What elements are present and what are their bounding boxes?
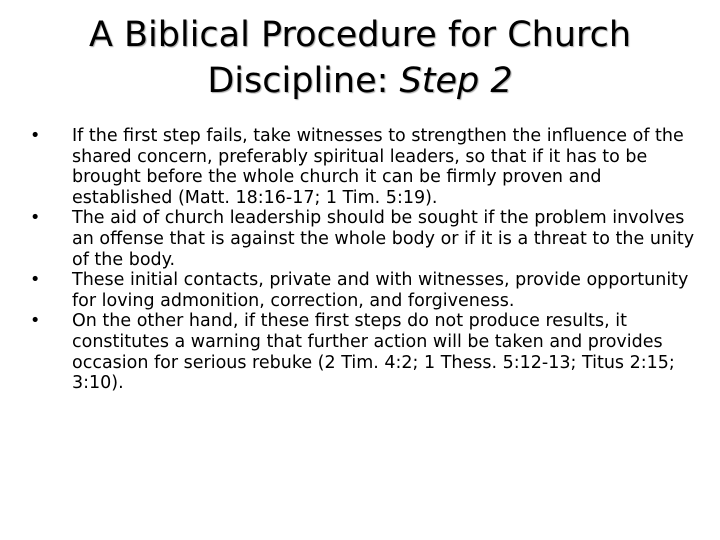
bullet-item xyxy=(30,208,700,270)
title-line-2 xyxy=(40,58,680,104)
bullet-marker-icon: • xyxy=(30,270,41,291)
bullet-item xyxy=(30,270,700,311)
bullet-text: If the first step fails, take witnesses to strengthen the influence of the shared concern, preferably spiritual leaders, so that if it has to be brought before the whole church it can be firmly proven and established (Matt. 18:16-17; 1 Tim. 5:19). xyxy=(72,126,684,208)
slide-title xyxy=(40,12,680,104)
bullet-text: The aid of church leadership should be sought if the problem involves an offense that is against the whole body or if it is a threat to the unity of the body. xyxy=(72,208,695,270)
bullet-item xyxy=(30,311,700,393)
title-line-2-text: Discipline: xyxy=(207,61,400,101)
bullet-list xyxy=(30,126,700,394)
bullet-text: On the other hand, if these first steps do not produce results, it constitutes a warning that further action will be taken and provides occasion for serious rebuke (2 Tim. 4:2; 1 Thess. 5:12-13; Titus 2:15; 3:10). xyxy=(72,311,675,394)
bullet-marker-icon: • xyxy=(30,311,41,332)
bullet-marker-icon: • xyxy=(30,208,41,229)
title-line-2-italic: Step 2 xyxy=(399,61,513,101)
bullet-text: These initial contacts, private and with witnesses, provide opportunity for loving admonition, correction, and forgiveness. xyxy=(72,270,689,311)
bullet-marker-icon: • xyxy=(30,126,41,146)
title-line-1: A Biblical Procedure for Church xyxy=(88,15,632,55)
bullet-item xyxy=(30,126,700,208)
